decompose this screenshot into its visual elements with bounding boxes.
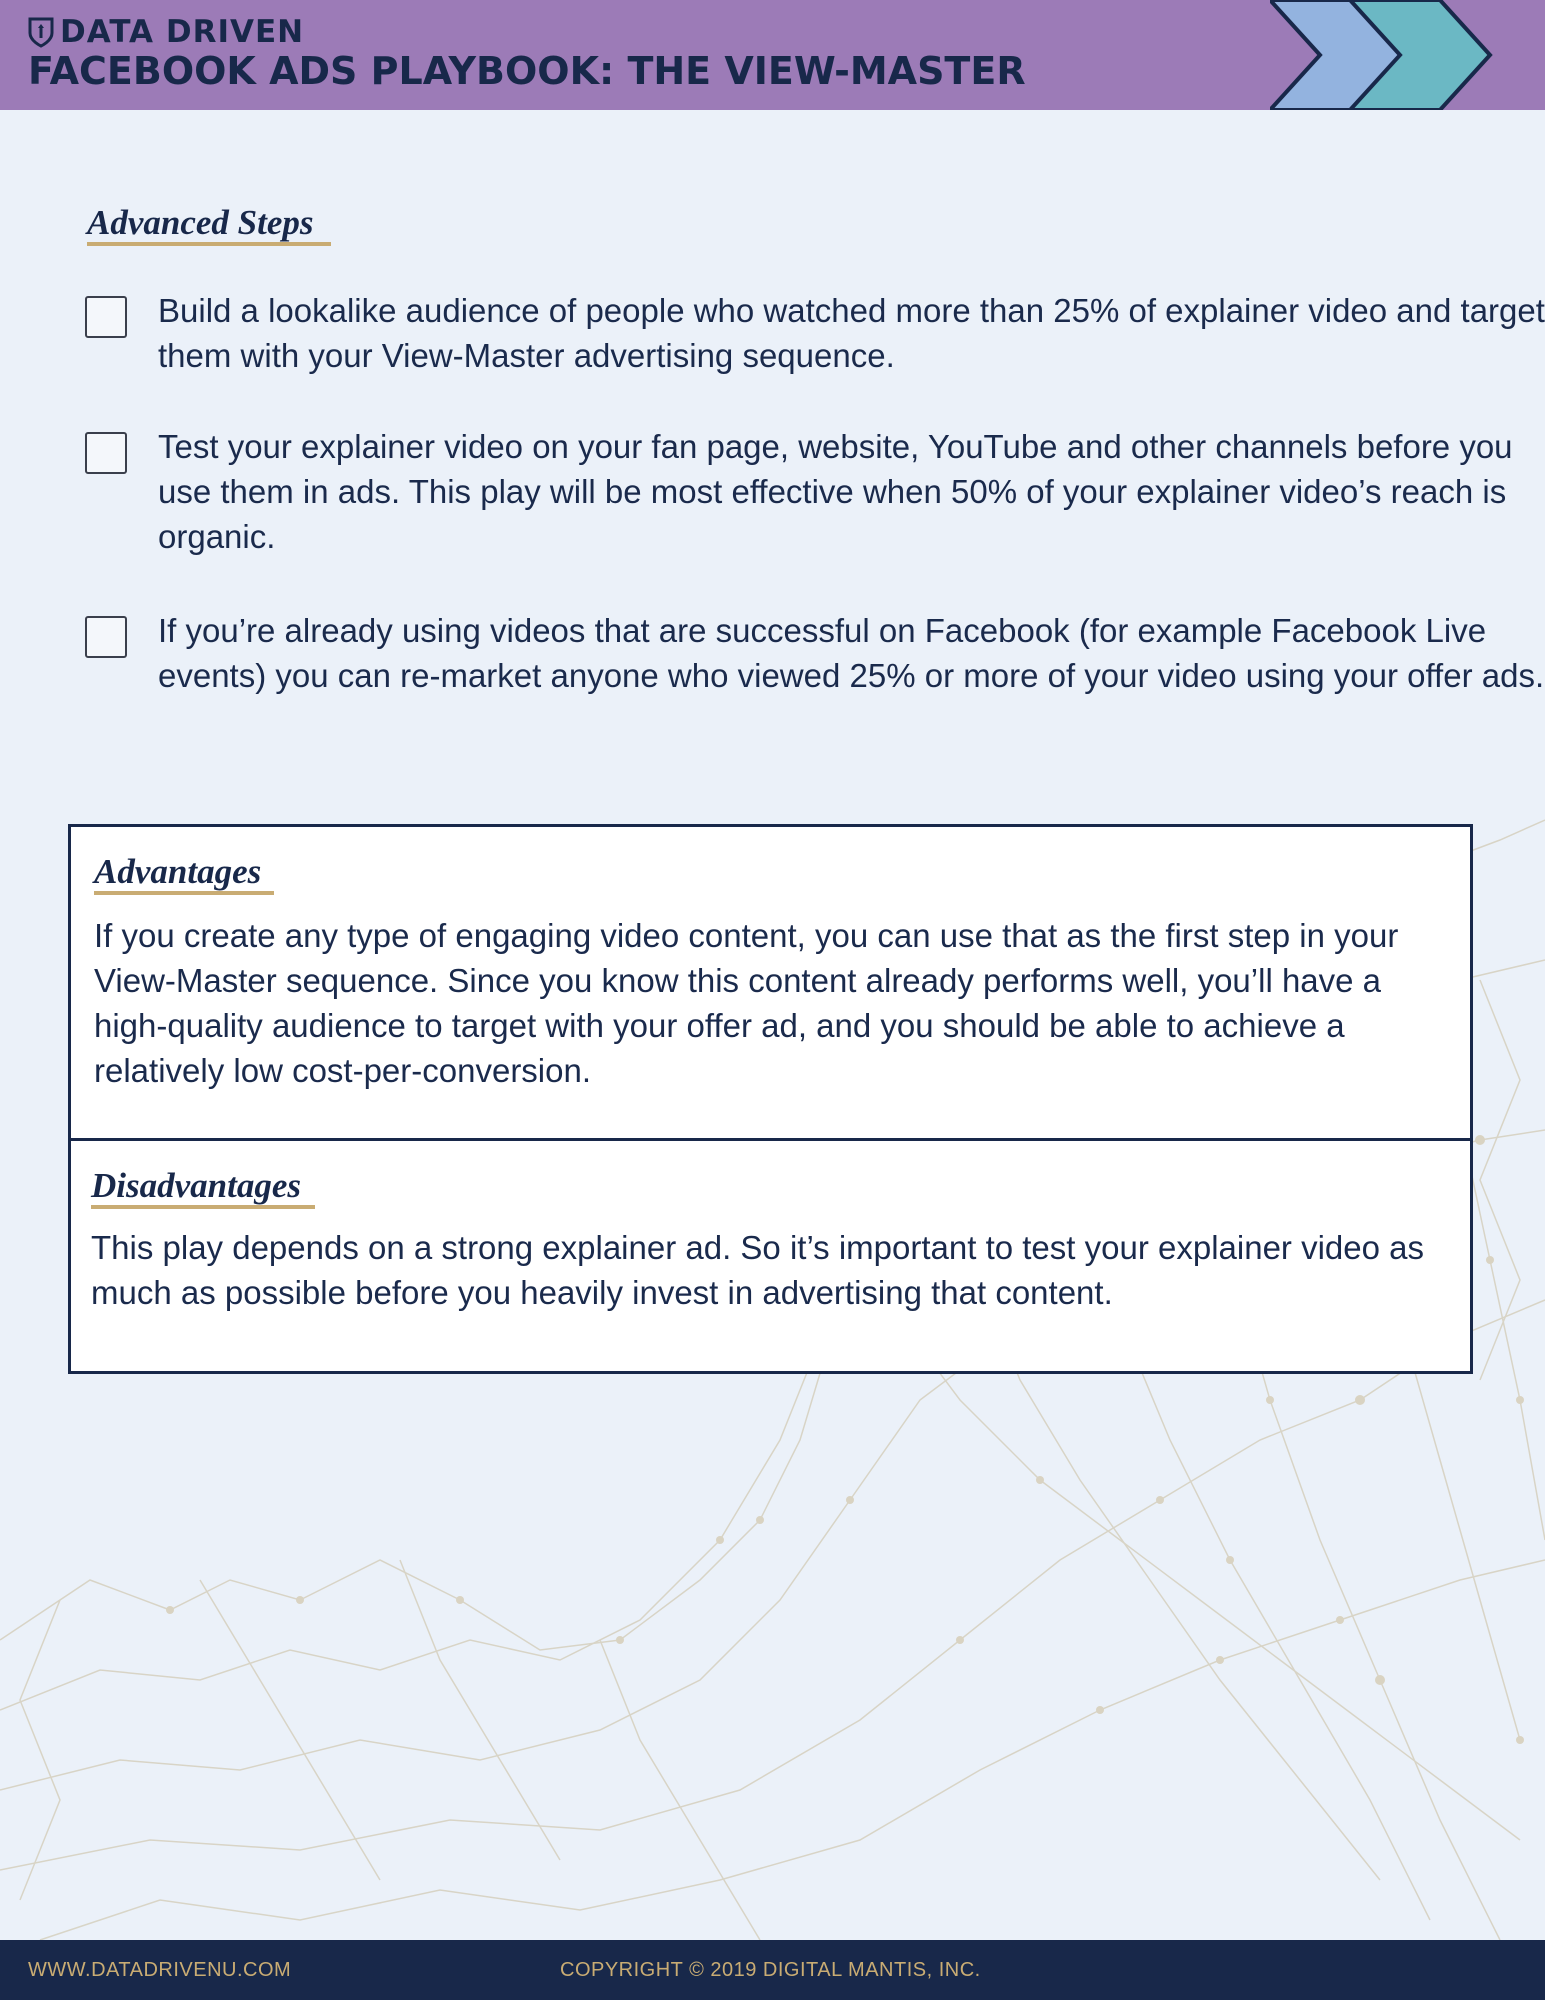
advantages-heading: Advantages	[94, 852, 262, 891]
checkbox[interactable]	[85, 296, 127, 338]
advantages-text: If you create any type of engaging video content, you can use that as the first step in your View-Master sequence. Since you know this content already performs well, you’ll have a high-quality audience to target with your offer ad, and you should be able to achieve a relatively low cost-per-conversion.	[94, 917, 1399, 1089]
heading-underline	[87, 242, 331, 246]
disadvantages-text: This play depends on a strong explainer ad. So it’s important to test your explainer video as much as possible before you heavily invest in advertising that content.	[91, 1229, 1424, 1311]
footer-copyright: COPYRIGHT © 2019 DIGITAL MANTIS, INC.	[560, 1959, 981, 1981]
box-divider	[71, 1138, 1470, 1141]
brand-name: DATA DRIVEN	[60, 14, 305, 50]
pros-cons-box	[68, 824, 1473, 1374]
brand-logo	[28, 12, 304, 52]
heading-underline	[94, 891, 274, 895]
page-header	[0, 0, 1545, 110]
checklist-item-text: If you’re already using videos that are successful on Facebook (for example Facebook Live events) you can re-market anyone who viewed 25% or more of your video using your offer ads.	[158, 612, 1545, 694]
advanced-steps-heading: Advanced Steps	[87, 203, 314, 242]
checklist-item-text: Build a lookalike audience of people who watched more than 25% of explainer video and target them with your View-Master advertising sequence.	[158, 292, 1545, 374]
footer-website-link[interactable]: WWW.DATADRIVENU.COM	[28, 1959, 292, 1981]
shield-torch-icon	[28, 16, 54, 48]
checkbox[interactable]	[85, 432, 127, 474]
page-title: FACEBOOK ADS PLAYBOOK: THE VIEW-MASTER	[28, 49, 1026, 93]
chevron-arrows-icon	[1270, 0, 1545, 110]
page-footer	[0, 1940, 1545, 2000]
disadvantages-heading: Disadvantages	[91, 1166, 301, 1205]
checklist-item-text: Test your explainer video on your fan page, website, YouTube and other channels before you use them in ads. This play will be most effective when 50% of your explainer video’s reach is organic.	[158, 428, 1513, 555]
heading-underline	[91, 1205, 315, 1209]
checkbox[interactable]	[85, 616, 127, 658]
